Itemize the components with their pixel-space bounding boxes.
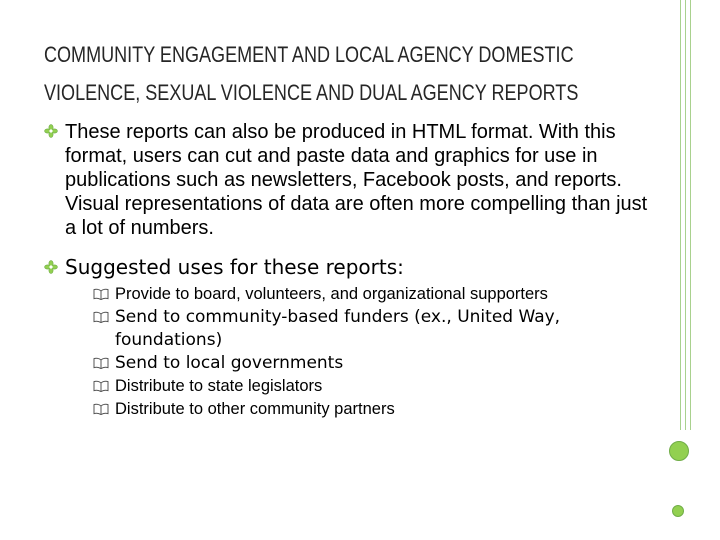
book-bullet-icon (93, 403, 109, 415)
sub-bullet-text: Distribute to state legislators (115, 377, 323, 395)
sub-bullet-text: Distribute to other community partners (115, 400, 395, 418)
book-bullet-icon (93, 357, 109, 369)
sub-bullet-text: Provide to board, volunteers, and organizational supporters (115, 285, 548, 303)
sub-bullet-list (65, 283, 654, 421)
bullet-item (44, 120, 654, 240)
bullet-text: Suggested uses for these reports: (65, 255, 404, 279)
sub-bullet-item (93, 375, 654, 398)
slide-title (44, 36, 579, 112)
sub-bullet-item (93, 352, 654, 375)
bullet-item (44, 254, 654, 421)
decorative-circle-small (672, 505, 684, 517)
book-bullet-icon (93, 288, 109, 300)
slide-content (44, 120, 654, 421)
book-bullet-icon (93, 380, 109, 392)
flower-bullet-icon (44, 124, 58, 138)
title-line-1: COMMUNITY ENGAGEMENT AND LOCAL AGENCY DOMESTIC (44, 42, 574, 67)
sub-bullet-text: Send to local governments (115, 353, 344, 373)
sub-bullet-item (93, 398, 654, 421)
sub-bullet-item (93, 306, 654, 352)
decorative-rail (680, 0, 692, 430)
sub-bullet-item (93, 283, 654, 306)
book-bullet-icon (93, 311, 109, 323)
bullet-text: These reports can also be produced in HTML format. With this format, users can cut and paste data and graphics for use in publications such as newsletters, Facebook posts, and reports. Visual representations of data are often more compelling than just a lot of numbers. (65, 121, 648, 239)
flower-bullet-icon (44, 260, 58, 274)
decorative-circle-large (669, 441, 689, 461)
title-line-2: VIOLENCE, SEXUAL VIOLENCE AND DUAL AGENCY REPORTS (44, 80, 579, 105)
sub-bullet-text: Send to community-based funders (ex., United Way, foundations) (115, 307, 561, 350)
